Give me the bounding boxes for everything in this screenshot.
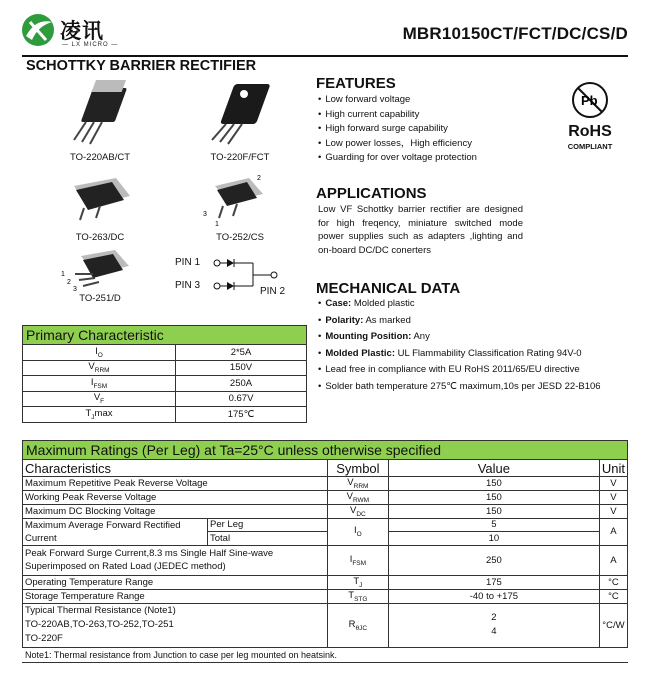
- list-item: • Low forward voltage: [318, 93, 548, 108]
- company-logo: [20, 12, 130, 54]
- diode-symbol-icon: [213, 255, 286, 297]
- pin3-label: PIN 3: [175, 280, 201, 291]
- page-subtitle: SCHOTTKY BARRIER RECTIFIER: [26, 58, 257, 74]
- svg-text:3: 3: [203, 211, 207, 218]
- table-row: Total 10: [23, 532, 628, 546]
- list-item: • Solder bath temperature 275℃ maximum,10s per JESD 22-B106: [318, 379, 628, 396]
- table-row: Peak Forward Surge Current,8.3 ms Single Half Sine-wave Superimposed on Rated Load (JEDEC method) $I_{FSM}$ 250 A: [23, 545, 628, 575]
- package-to263: [60, 172, 140, 250]
- svg-text:3: 3: [73, 286, 77, 292]
- table-footnote: Note1: Thermal resistance from Junction to case per leg mounted on heatsink.: [22, 648, 628, 663]
- list-item: • Mounting Position: Any: [318, 329, 628, 346]
- table-row: Maximum DC Blocking Voltage $V_{DC}$ 150 V: [23, 504, 628, 518]
- table-row: Maximum Repetitive Peak Reverse Voltage $V_{RRM}$ 150 V: [23, 477, 628, 491]
- applications-text: Low VF Schottky barrier rectifier are designed for high freqency, miniature switched mode power supplies such as adapters ,lighting and on-board DC/DC conerters: [318, 204, 523, 256]
- pin1-label: PIN 1: [175, 257, 201, 268]
- list-item: • High current capability: [318, 108, 548, 123]
- package-to220ab: [60, 80, 140, 165]
- lx-logo-icon: [20, 12, 58, 48]
- list-item: • Lead free in compliance with EU RoHS 2011/65/EU directive: [318, 362, 628, 379]
- max-ratings-table: [22, 459, 628, 648]
- package-label: TO-220AB/CT: [69, 152, 130, 163]
- mechanical-heading: MECHANICAL DATA: [316, 280, 461, 297]
- pin2-label: PIN 2: [260, 286, 286, 297]
- max-ratings-title: Maximum Ratings (Per Leg) at Ta=25°C unless otherwise specified: [22, 440, 628, 459]
- table-row: $V_F$ 0.67V: [23, 391, 307, 407]
- table-row: $I_O$ 2*5A: [23, 345, 307, 361]
- to263-package-icon: [60, 172, 140, 228]
- package-to251: [55, 248, 145, 310]
- primary-table: [22, 344, 307, 423]
- to220f-package-icon: [200, 80, 280, 146]
- table-row: $V_{RRM}$ 150V: [23, 360, 307, 376]
- svg-text:2: 2: [67, 279, 71, 286]
- pin-diagram: [175, 255, 295, 300]
- package-label: TO-252/CS: [216, 232, 264, 243]
- package-label: TO-263/DC: [75, 232, 125, 243]
- pb-symbol: Pb: [581, 93, 598, 108]
- primary-characteristic: [22, 325, 307, 423]
- primary-title: Primary Characteristic: [22, 325, 307, 344]
- table-row: Operating Temperature Range $T_J$ 175 °C: [23, 575, 628, 589]
- mechanical-list: [318, 296, 628, 395]
- list-item: • Molded Plastic: UL Flammability Classification Rating 94V-0: [318, 346, 628, 363]
- to252-package-icon: [195, 172, 285, 228]
- rohs-text: RoHS: [568, 123, 612, 140]
- table-row: Working Peak Reverse Voltage $V_{RWM}$ 150 V: [23, 490, 628, 504]
- list-item: • Case: Molded plastic: [318, 296, 628, 313]
- package-to220f: [200, 80, 280, 165]
- table-row: $T_J\max$ 175℃: [23, 407, 307, 423]
- logo-en-text: — LX MICRO —: [62, 42, 119, 48]
- list-item: • High forward surge capability: [318, 122, 548, 137]
- rohs-badge: [560, 80, 620, 158]
- table-row: Maximum Average Forward Rectified Current Per Leg $I_O$ 5 A: [23, 518, 628, 532]
- table-row: Storage Temperature Range $T_{STG}$ -40 to +175 °C: [23, 589, 628, 603]
- to220-package-icon: [60, 80, 140, 146]
- svg-text:1: 1: [215, 221, 219, 228]
- package-label: TO-251/D: [79, 293, 121, 304]
- package-label: TO-220F/FCT: [210, 152, 270, 163]
- svg-text:2: 2: [257, 175, 261, 182]
- table-row: $I_{FSM}$ 250A: [23, 376, 307, 392]
- table-row: Typical Thermal Resistance (Note1) TO-220AB,TO-263,TO-252,TO-251 TO-220F $R_{\theta JC}$ 2 4 °C/W: [23, 603, 628, 647]
- header-divider: [22, 55, 628, 57]
- no-lead-icon: [570, 80, 610, 120]
- list-item: • Guarding for over voltage protection: [318, 151, 548, 166]
- max-ratings: [22, 440, 628, 663]
- svg-text:1: 1: [61, 271, 65, 278]
- features-heading: FEATURES: [316, 75, 396, 92]
- package-to252: [195, 172, 285, 250]
- applications-heading: APPLICATIONS: [316, 185, 427, 202]
- rohs-compliant: COMPLIANT: [567, 142, 613, 151]
- to251-package-icon: [55, 248, 145, 292]
- list-item: • Low power losses，High efficiency: [318, 137, 548, 152]
- list-item: • Polarity: As marked: [318, 313, 628, 330]
- logo-cn-text: 凌讯: [60, 18, 104, 43]
- part-number: MBR10150CT/FCT/DC/CS/D: [402, 24, 628, 43]
- features-list: [318, 93, 548, 166]
- table-header-row: Characteristics Symbol Value Unit: [23, 460, 628, 477]
